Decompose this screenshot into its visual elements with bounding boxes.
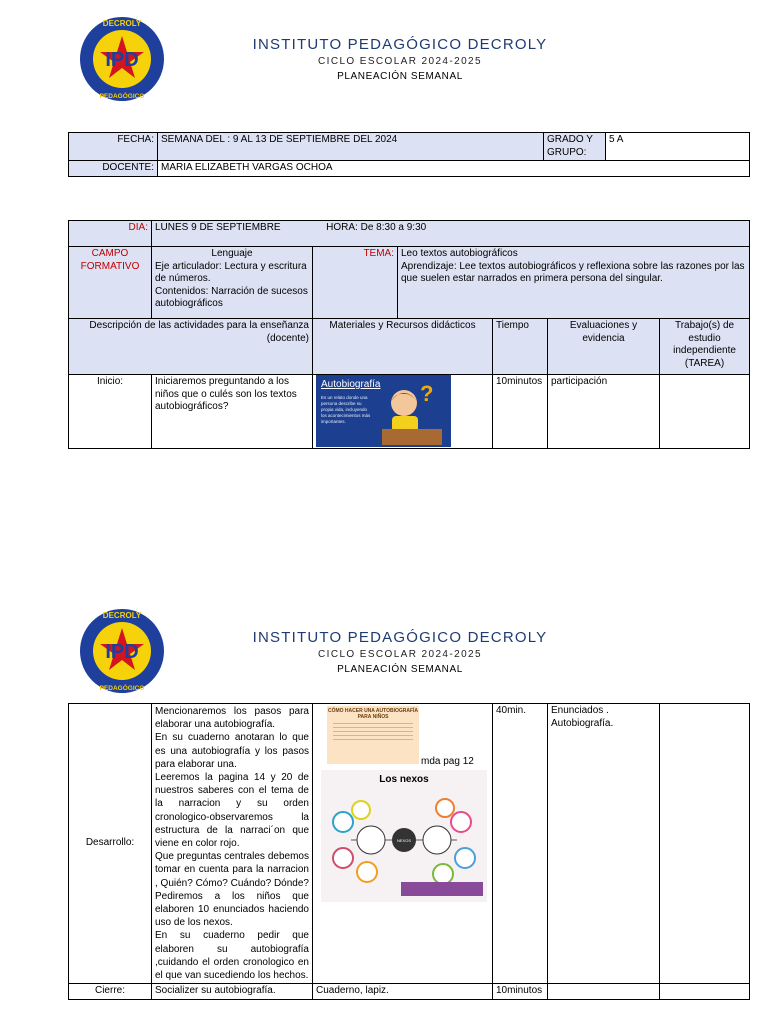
school-year-page2: CICLO ESCOLAR 2024-2025: [318, 649, 482, 660]
doc-title: PLANEACIÓN SEMANAL: [337, 71, 463, 82]
autobiografia-image-text: Es un relato donde una persona describe su propia vida, incluyendo los acontecimientos más importantes.: [321, 395, 371, 424]
col-materiales: Materiales y Recursos didácticos: [313, 319, 493, 375]
docente-value: MARIA ELIZABETH VARGAS OCHOA: [158, 161, 750, 177]
materiales-note: mda pag 12: [421, 756, 474, 767]
thinking-child-illustration: [380, 381, 448, 445]
col-descripcion: Descripción de las actividades para la enseñanza (docente): [69, 319, 313, 375]
school-name: INSTITUTO PEDAGÓGICO DECROLY: [252, 36, 548, 53]
logo-initials: IPD: [105, 49, 139, 71]
desarrollo-materiales: [313, 704, 493, 984]
inicio-evaluacion: participación: [548, 375, 660, 449]
docente-label: DOCENTE:: [69, 161, 158, 177]
desarrollo-trabajo: [660, 704, 750, 984]
fecha-label: FECHA:: [69, 133, 158, 161]
desarrollo-paso-5: Pedir​emos a los niños que elaboren 10 enunciados haciendo uso de los nexos.: [155, 890, 309, 929]
los-nexos-image: [321, 770, 487, 902]
inicio-descripcion: Iniciaremos preguntando a los niños que o culés son los textos autobiográficos?: [152, 375, 313, 449]
doc-title-page2: PLANEACIÓN SEMANAL: [337, 664, 463, 675]
tema-label: TEMA:: [313, 247, 398, 319]
eje-articulador: Eje articulador: Lectura y escritura de números.: [155, 260, 307, 284]
grado-label: GRADO Y GRUPO:: [544, 133, 606, 161]
autobiografia-image-title: Autobiografía: [321, 379, 381, 390]
campo-label: CAMPO FORMATIVO: [69, 247, 152, 319]
col-evaluaciones: Evaluaciones y evidencia: [548, 319, 660, 375]
logo-top-text: DECROLY: [102, 19, 142, 28]
cierre-descripcion: Socializer su autobiografía.: [152, 984, 313, 1000]
desarrollo-paso-4: Que preguntas centrales debemos tomar en cuenta para la narracion , Quién? Cómo? Cuándo? Dónde?: [155, 851, 309, 889]
evaluacion-enunciados: Enunciados .: [551, 705, 609, 716]
session-table: [68, 220, 750, 449]
logo-initials-page2: IPD: [105, 641, 139, 663]
col-trabajo: Trabajo(s) de estudio independiente (TAREA): [660, 319, 750, 375]
info-table: [68, 132, 750, 177]
contenidos: Contenidos: Narración de sucesos autobiográficos: [155, 285, 308, 309]
fecha-value: SEMANA DEL : 9 AL 13 DE SEPTIEMBRE DEL 2024: [158, 133, 544, 161]
cierre-evaluacion: [548, 984, 660, 1000]
logo-top-text-page2: DECROLY: [102, 611, 142, 620]
cierre-trabajo: [660, 984, 750, 1000]
dia-row: [152, 221, 750, 247]
logo-bottom-text-page2: PEDAGÓGICO: [99, 685, 145, 692]
hora-value: HORA: De 8:30 a 9:30: [326, 222, 427, 233]
inicio-tiempo: 10minutos: [493, 375, 548, 449]
desarrollo-paso-3: Leeremos la pagina 14 y 20 de nuestros saberes con el tema de la narracion y su orden cronologico-observaremos la estructura de la narraci´on que viene en color rojo.: [155, 772, 309, 850]
logo-bottom-text: PEDAGÓGICO: [99, 93, 145, 100]
svg-text:?: ?: [420, 381, 434, 406]
campo-value: Lenguaje: [211, 248, 253, 259]
evaluacion-autobiografia: Autobiografía.: [551, 717, 614, 729]
campo-cell: [152, 247, 313, 319]
dia-label: DIA:: [69, 221, 152, 247]
tema-cell: [398, 247, 750, 319]
nexos-diagram: [321, 790, 487, 900]
desarrollo-paso-1: Mencionaremos los pasos para elaborar una autobiografía.: [155, 706, 309, 731]
dia-value: LUNES 9 DE SEPTIEMBRE: [155, 222, 281, 233]
grado-value: 5 A: [606, 133, 750, 161]
desarrollo-evaluacion: [548, 704, 660, 984]
cierre-label: Cierre:: [69, 984, 152, 1000]
desarrollo-label: Desarrollo:: [69, 704, 152, 984]
cierre-tiempo: 10minutos: [493, 984, 548, 1000]
desarrollo-tiempo: 40min.: [493, 704, 548, 984]
desarrollo-descripcion: [152, 704, 313, 984]
como-hacer-autobiografia-image: [327, 706, 419, 764]
desarrollo-paso-2: En su cuaderno anotaran lo que es una autobiografía y los pasos para elaborar una.: [155, 732, 309, 770]
los-nexos-title: Los nexos: [379, 774, 429, 785]
desarrollo-paso-6: En su cuaderno pedir que elaboren su autobiografía ,cuidando el orden cronologico en el que van sucediendo los hechos.: [155, 930, 309, 982]
school-year: CICLO ESCOLAR 2024-2025: [318, 56, 482, 67]
activities-table: [68, 703, 750, 1000]
inicio-trabajo: [660, 375, 750, 449]
col-tiempo: Tiempo: [493, 319, 548, 375]
inicio-label: Inicio:: [69, 375, 152, 449]
tema-value: Leo textos autobiográficos: [401, 248, 518, 259]
cierre-materiales: Cuaderno, lapiz.: [313, 984, 493, 1000]
como-hacer-title: CÓMO HACER UNA AUTOBIOGRAFÍA PARA NIÑOS: [327, 708, 419, 720]
aprendizaje: Aprendizaje: Lee textos autobiográficos y reflexiona sobre las razones por las que suelen estar narrados en primera persona del singular.: [401, 260, 745, 284]
school-name-page2: INSTITUTO PEDAGÓGICO DECROLY: [252, 629, 548, 646]
inicio-materiales: [313, 375, 493, 449]
nexos-center-label: NEXOS: [396, 838, 412, 843]
autobiografia-image: [316, 375, 451, 447]
